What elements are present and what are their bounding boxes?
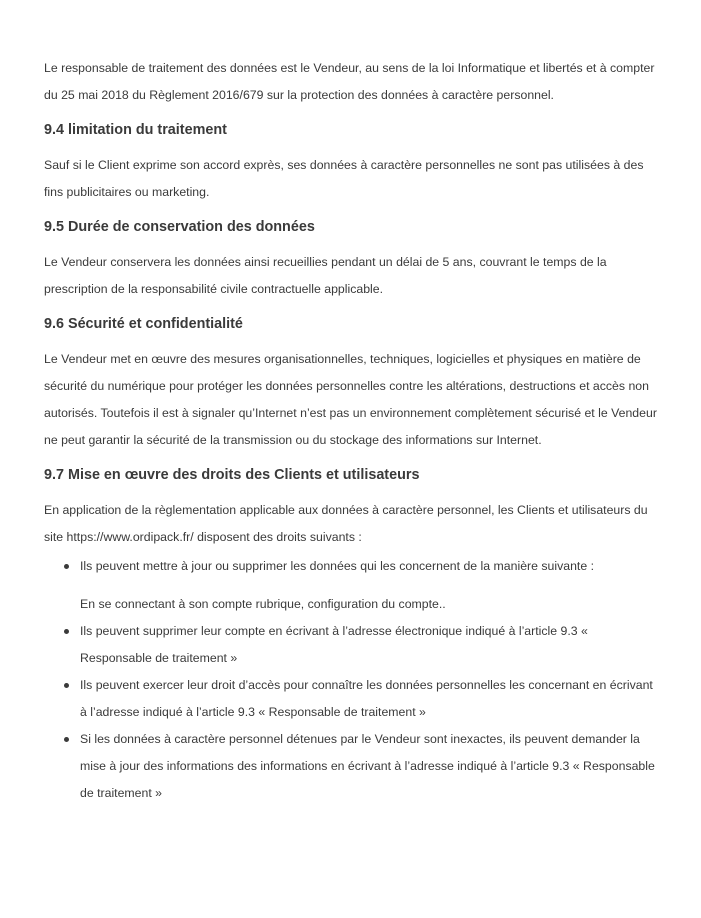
- intro-paragraph: Le responsable de traitement des données est le Vendeur, au sens de la loi Informatique et libertés et à compter du 25 mai 2018 du Règlement 2016/679 sur la protection des données à caractère personnel.: [44, 61, 655, 102]
- list-item: [44, 618, 663, 672]
- list-item: [44, 553, 663, 580]
- section-9-7-intro: En application de la règlementation applicable aux données à caractère personnel, les Clients et utilisateurs du site https://www.ordipack.fr/ disposent des droits suivants :: [44, 503, 648, 544]
- rights-list: [44, 553, 663, 807]
- list-sub-item: [44, 591, 663, 618]
- section-9-5-heading: 9.5 Durée de conservation des données: [44, 219, 315, 235]
- list-item-text: Ils peuvent supprimer leur compte en écrivant à l’adresse électronique indiqué à l’article 9.3 « Responsable de traitement »: [80, 624, 588, 665]
- list-item-text: Ils peuvent mettre à jour ou supprimer les données qui les concernent de la manière suivante :: [80, 559, 595, 573]
- bullet-icon: [64, 683, 69, 688]
- section-9-5-paragraph: Le Vendeur conservera les données ainsi recueillies pendant un délai de 5 ans, couvrant le temps de la prescription de la responsabilité civile contractuelle applicable.: [44, 255, 607, 296]
- section-9-6-paragraph: Le Vendeur met en œuvre des mesures organisationnelles, techniques, logicielles et physiques en matière de sécurité du numérique pour protéger les données personnelles contre les altérations, destructions et accès non autorisés. Toutefois il est à signaler qu’Internet n’est pas un environnement complètement sécurisé et le Vendeur ne peut garantir la sécurité de la transmission ou du stockage des informations sur Internet.: [44, 352, 657, 447]
- list-item: [44, 726, 663, 807]
- section-9-4-heading: 9.4 limitation du traitement: [44, 122, 227, 138]
- list-sub-item-text: En se connectant à son compte rubrique, configuration du compte..: [80, 597, 446, 611]
- section-9-4-paragraph: Sauf si le Client exprime son accord exprès, ses données à caractère personnelles ne sont pas utilisées à des fins publicitaires ou marketing.: [44, 158, 644, 199]
- section-9-7-heading: 9.7 Mise en œuvre des droits des Clients et utilisateurs: [44, 467, 420, 483]
- bullet-icon: [64, 737, 69, 742]
- list-item: [44, 672, 663, 726]
- bullet-icon: [64, 629, 69, 634]
- bullet-icon: [64, 564, 69, 569]
- list-item-text: Si les données à caractère personnel détenues par le Vendeur sont inexactes, ils peuvent demander la mise à jour des informations des informations en écrivant à l’adresse indiqué à l’article 9.3 « Responsable de traitement »: [80, 732, 655, 800]
- section-9-6-heading: 9.6 Sécurité et confidentialité: [44, 316, 243, 332]
- document-page: [0, 55, 701, 918]
- list-item-text: Ils peuvent exercer leur droit d’accès pour connaître les données personnelles les concernant en écrivant à l’adresse indiqué à l’article 9.3 « Responsable de traitement »: [80, 678, 653, 719]
